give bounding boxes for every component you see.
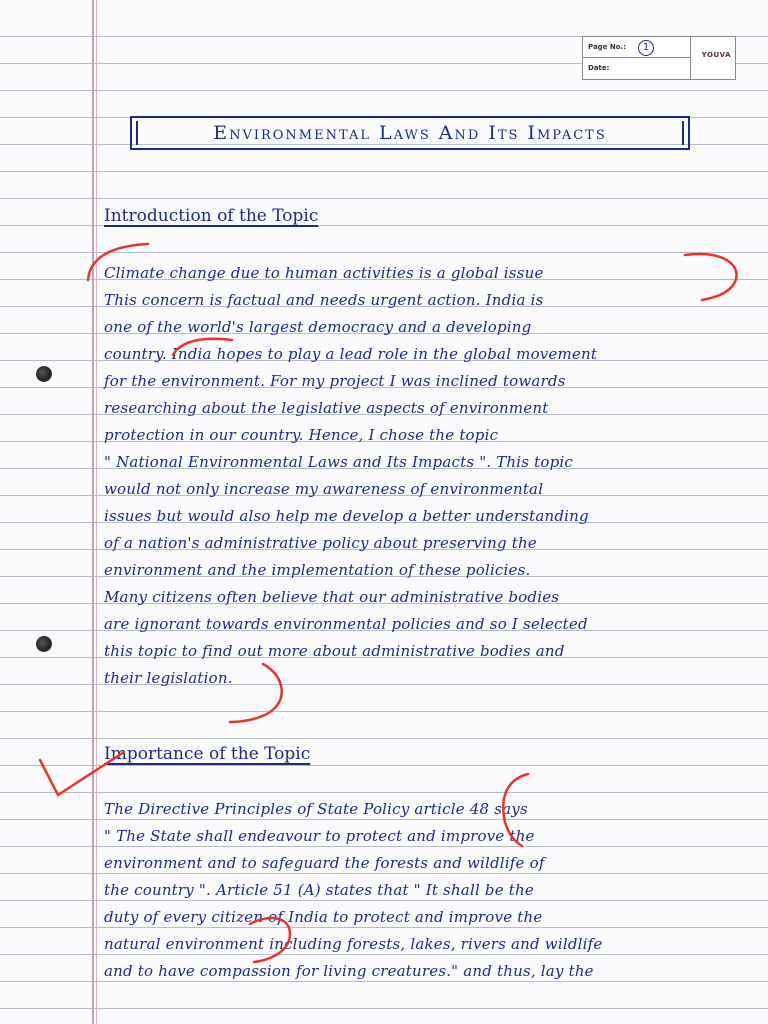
text-line: one of the world's largest democracy and a developing	[104, 318, 532, 336]
text-line: their legislation.	[104, 669, 233, 687]
correction-arc	[503, 774, 528, 846]
text-line: The Directive Principles of State Policy article 48 says	[104, 800, 528, 818]
text-line: of a nation's administrative policy about preserving the	[104, 534, 537, 552]
page-title: Environmental Laws And Its Impacts	[213, 122, 607, 144]
text-line: country. India hopes to play a lead role in the global movement	[104, 345, 598, 363]
date-label: Date:	[588, 64, 610, 72]
text-line: Many citizens often believe that our administrative bodies	[104, 588, 560, 606]
text-line: environment and the implementation of these policies.	[104, 561, 531, 579]
text-line: " The State shall endeavour to protect and improve the	[104, 827, 535, 845]
text-line: This concern is factual and needs urgent action. India is	[104, 291, 544, 309]
text-line: " National Environmental Laws and Its Impacts ". This topic	[104, 453, 574, 471]
page-no-label: Page No.:	[588, 43, 626, 51]
correction-check	[40, 752, 124, 795]
correction-arc	[230, 664, 282, 722]
section-heading: Introduction of the Topic	[104, 206, 319, 226]
section-heading: Importance of the Topic	[104, 744, 311, 764]
page-number: 1	[638, 40, 654, 56]
text-line: Climate change due to human activities is a global issue	[104, 264, 544, 282]
correction-arc	[250, 918, 290, 962]
text-line: protection in our country. Hence, I chose the topic	[104, 426, 499, 444]
text-line: researching about the legislative aspects of environment	[104, 399, 549, 417]
text-line: are ignorant towards environmental policies and so I selected	[104, 615, 588, 633]
brand-logo: YOUVA	[701, 51, 731, 59]
text-line: natural environment including forests, lakes, rivers and wildlife	[104, 935, 603, 953]
text-line: environment and to safeguard the forests and wildlife of	[104, 854, 545, 872]
correction-arc	[173, 339, 232, 355]
text-line: issues but would also help me develop a better understanding	[104, 507, 589, 525]
text-line: the country ". Article 51 (A) states that " It shall be the	[104, 881, 534, 899]
text-line: for the environment. For my project I was inclined towards	[104, 372, 566, 390]
text-line: duty of every citizen of India to protect and improve the	[104, 908, 543, 926]
text-line: this topic to find out more about administrative bodies and	[104, 642, 565, 660]
text-line: and to have compassion for living creatures." and thus, lay the	[104, 962, 594, 980]
correction-arc	[685, 254, 737, 300]
correction-arc	[88, 244, 148, 280]
text-line: would not only increase my awareness of environmental	[104, 480, 544, 498]
